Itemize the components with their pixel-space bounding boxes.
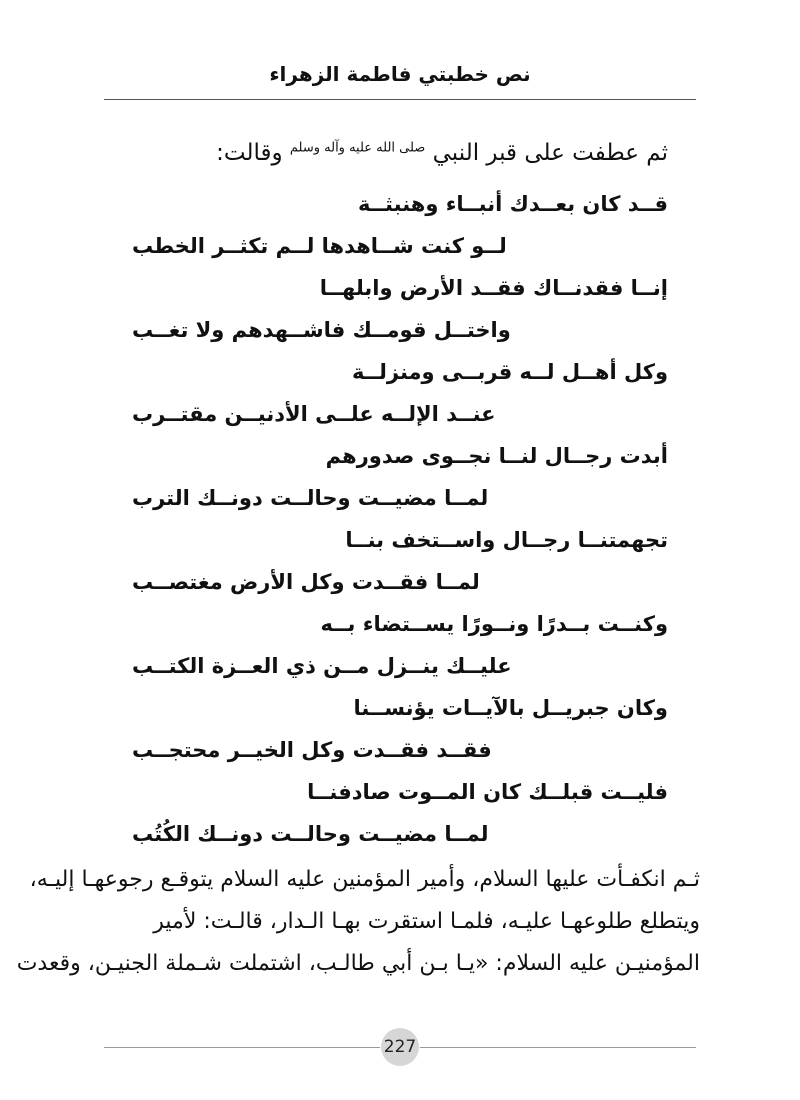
intro-line bbox=[132, 140, 668, 166]
poem-line: وكل أهــل لــه قربــى ومنزلــة bbox=[351, 360, 668, 384]
running-header-title: نص خطبتي فاطمة الزهراء bbox=[269, 62, 531, 86]
poem-line: لــو كنت شــاهدها لــم تكثــر الخطب bbox=[132, 234, 507, 258]
poem-line: فقــد فقــدت وكل الخيــر محتجــب bbox=[132, 738, 492, 762]
poem-line: قــد كان بعــدك أنبــاء وهنبثــة bbox=[357, 192, 668, 216]
intro-text-after: وقالت: bbox=[216, 140, 283, 166]
poem-line: وكان جبريــل بالآيــات يؤنســنا bbox=[353, 696, 668, 720]
poem-line: لمــا فقــدت وكل الأرض مغتصــب bbox=[132, 570, 480, 594]
poem-line: لمــا مضيــت وحالــت دونــك الكُتُب bbox=[132, 822, 489, 846]
page-number-badge: 227 bbox=[381, 1028, 419, 1066]
honorific-glyph: صلى الله عليه وآله وسلم bbox=[289, 140, 426, 156]
footer-divider-right bbox=[420, 1047, 696, 1048]
footer-divider-left bbox=[104, 1047, 380, 1048]
poem-line: أبدت رجــال لنــا نجــوى صدورهم bbox=[325, 444, 668, 468]
intro-text-before: ثم عطفت على قبر النبي bbox=[432, 140, 668, 166]
poem-line: لمــا مضيــت وحالــت دونــك الترب bbox=[132, 486, 489, 510]
poem-line: تجهمتنــا رجــال واســتخف بنــا bbox=[345, 528, 668, 552]
header-divider bbox=[104, 99, 696, 100]
prose-line: ثـم انكفـأت عليها السلام، وأمير المؤمنين عليه السلام يتوقـع رجوعهـا إليـه، bbox=[29, 867, 700, 892]
prose-line: المؤمنيـن عليه السلام: «يـا بـن أبي طالـب، اشتملت شـملة الجنيـن، وقعدت bbox=[16, 951, 700, 976]
poem-line: عنــد الإلــه علــى الأدنيــن مقتــرب bbox=[132, 402, 496, 426]
poem-line: عليــك ينــزل مــن ذي العــزة الكتــب bbox=[132, 654, 512, 678]
poem-line: واختــل قومــك فاشــهدهم ولا تغــب bbox=[132, 318, 511, 342]
poem-line: إنــا فقدنــاك فقــد الأرض وابلهــا bbox=[319, 276, 668, 300]
poem-line: وكنــت بــدرًا ونــورًا يســتضاء بــه bbox=[320, 612, 668, 636]
poem-line: فليــت قبلــك كان المــوت صادفنــا bbox=[307, 780, 668, 804]
prose-line: ويتطلع طلوعهـا عليـه، فلمـا استقرت بهـا الـدار، قالـت: لأمير bbox=[153, 909, 700, 934]
